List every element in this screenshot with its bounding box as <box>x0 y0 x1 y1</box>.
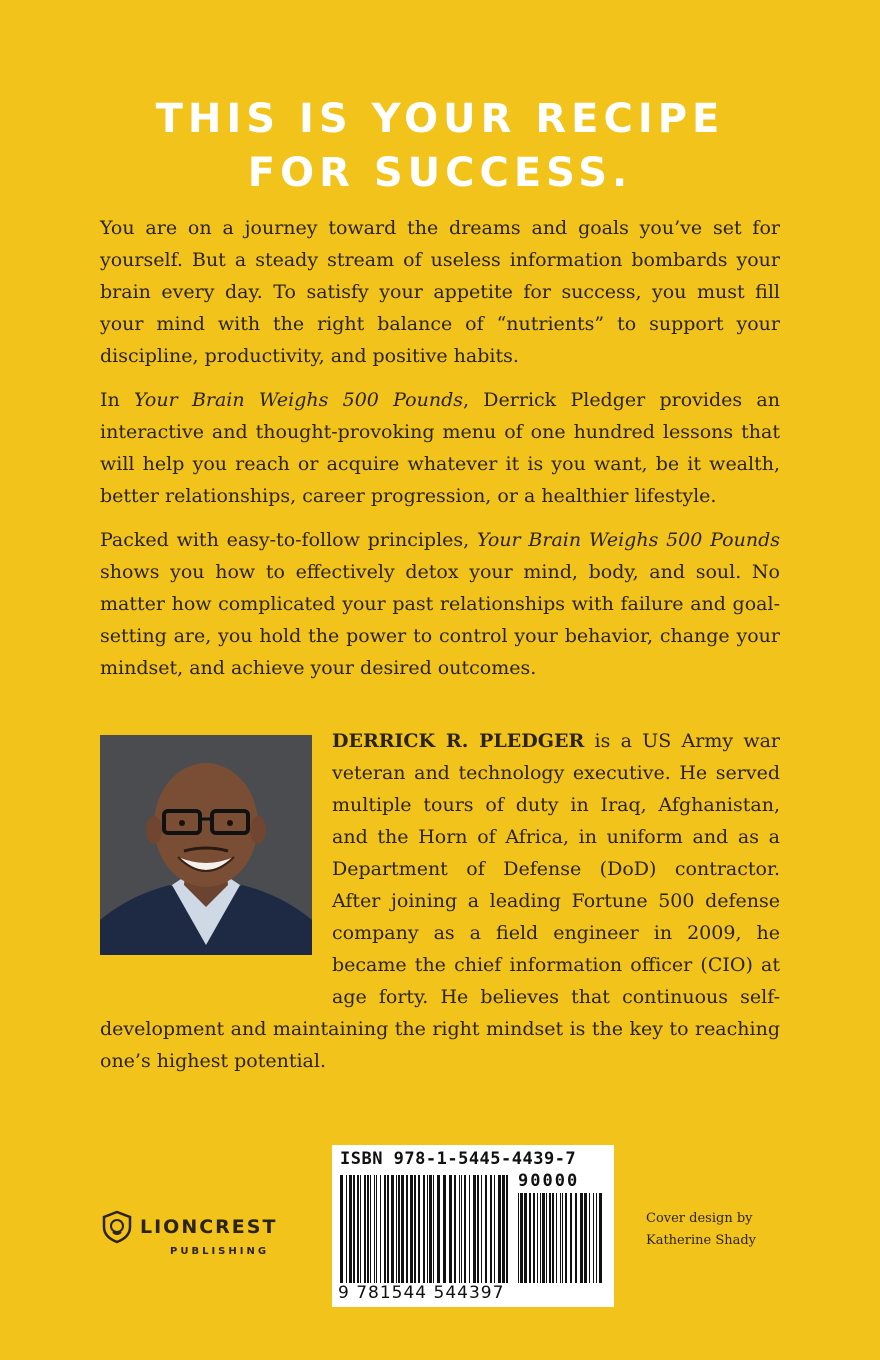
lion-shield-icon <box>100 1210 134 1244</box>
barcode-bar <box>396 1175 397 1283</box>
description-paragraph-3 <box>100 524 780 684</box>
barcode-bar <box>498 1175 501 1283</box>
barcode-bar <box>469 1175 470 1283</box>
barcode-bar <box>485 1175 487 1283</box>
barcode-bar <box>449 1175 452 1283</box>
barcode-bar <box>570 1193 572 1283</box>
barcode-bar <box>374 1175 375 1283</box>
p3-text-pre: Packed with easy-to-follow principles, <box>100 529 477 551</box>
barcode-bar <box>437 1175 440 1283</box>
barcode-bar <box>357 1175 359 1283</box>
barcode-bar <box>542 1193 545 1283</box>
barcode-bar <box>464 1175 466 1283</box>
barcode-bar <box>540 1193 541 1283</box>
p2-text-pre: In <box>100 389 135 411</box>
barcode-bar <box>552 1193 554 1283</box>
barcode-bar <box>562 1193 563 1283</box>
author-bio-text: is a US Army war veteran and technology executive. He served multiple tours of duty in Iraq, Afghanistan, and the Horn of Africa, in uniform and as a Department of Defense (DoD) contractor. After joining a leading Fortune 500 defense company as a field engineer in 2009, he became the chief information officer (CIO) at age forty. He believes that continuous self-development and maintaining the right mindset is the key to reaching one’s highest potential. <box>100 730 781 1072</box>
publisher-logo <box>100 1210 277 1257</box>
author-name: DERRICK R. PLEDGER <box>332 730 585 752</box>
barcode-bars-main <box>340 1175 512 1283</box>
barcode-bar <box>384 1175 386 1283</box>
p2-text-post: , Derrick Pledger provides an interactive and thought-provoking menu of one hundred lessons that will help you reach or acquire whatever it is you want, be it wealth, better relationships, career progression, or a healthier lifestyle. <box>100 389 780 507</box>
barcode-bar <box>580 1193 583 1283</box>
credit-line-1: Cover design by <box>646 1211 753 1226</box>
barcode-bar <box>346 1175 347 1283</box>
headline-line-2: FOR SUCCESS. <box>247 150 633 196</box>
isbn-barcode <box>332 1145 614 1307</box>
barcode-bar <box>589 1193 590 1283</box>
barcode-bar <box>429 1175 432 1283</box>
barcode-bar <box>546 1193 547 1283</box>
barcode-bar <box>443 1175 446 1283</box>
barcode-bar <box>537 1193 538 1283</box>
barcode-bar <box>454 1175 456 1283</box>
barcode-bar <box>502 1175 505 1283</box>
photo-wrap-spacer <box>100 725 332 985</box>
barcode-bar <box>556 1193 557 1283</box>
barcode-bar <box>473 1175 476 1283</box>
barcode-bar <box>367 1175 369 1283</box>
barcode-bar <box>423 1175 425 1283</box>
barcode-bar <box>599 1193 602 1283</box>
barcode-bar <box>349 1175 352 1283</box>
barcode-bar <box>477 1175 479 1283</box>
author-bio <box>100 725 780 1077</box>
barcode-bar <box>380 1175 381 1283</box>
barcode-bar <box>560 1193 561 1283</box>
barcode-bar <box>410 1175 413 1283</box>
barcode-bar <box>490 1175 492 1283</box>
barcode-bar <box>376 1175 377 1283</box>
publisher-name: LIONCREST <box>140 1216 278 1238</box>
barcode-bar <box>549 1193 551 1283</box>
barcode-bar <box>593 1193 594 1283</box>
barcode-bar <box>481 1175 482 1283</box>
barcode-bar <box>494 1175 495 1283</box>
barcode-bar <box>433 1175 434 1283</box>
barcode-bar <box>391 1175 394 1283</box>
description-paragraph-1: You are on a journey toward the dreams and goals you’ve set for yourself. But a steady stream of useless information bombards your brain every day. To satisfy your appetite for success, you must fill your mind with the right balance of “nutrients” to support your discipline, productivity, and positive habits. <box>100 217 780 367</box>
isbn-label: ISBN 978-1-5445-4439-7 <box>340 1149 577 1169</box>
headline-line-1: THIS IS YOUR RECIPE <box>155 96 725 142</box>
credit-line-2: Katherine Shady <box>646 1233 757 1248</box>
barcode-bar <box>529 1193 531 1283</box>
barcode-bar <box>459 1175 460 1283</box>
p3-text-post: shows you how to effectively detox your mind, body, and soul. No matter how complicated your past relationships with failure and goal-setting are, you hold the power to control your behavior, change your mindset, and achieve your desired outcomes. <box>100 561 780 679</box>
barcode-number: 9 781544 544397 <box>338 1283 505 1303</box>
barcode-bar <box>418 1175 420 1283</box>
barcode-bar <box>406 1175 408 1283</box>
p2-book-title: Your Brain Weighs 500 Pounds <box>134 389 463 411</box>
barcode-bar <box>518 1193 519 1283</box>
barcode-bar <box>370 1175 371 1283</box>
barcode-bar <box>506 1175 508 1283</box>
barcode-bar <box>427 1175 428 1283</box>
barcode-bar <box>461 1175 462 1283</box>
barcode-bar <box>353 1175 355 1283</box>
p3-book-title: Your Brain Weighs 500 Pounds <box>476 529 780 551</box>
barcode-bar <box>401 1175 404 1283</box>
barcode-bar <box>596 1193 597 1283</box>
barcode-bar <box>524 1193 527 1283</box>
barcode-bar <box>414 1175 416 1283</box>
barcode-bars-addon <box>518 1193 604 1283</box>
barcode-bar <box>398 1175 400 1283</box>
barcode-bar <box>364 1175 366 1283</box>
description-paragraph-2 <box>100 384 780 512</box>
barcode-bar <box>575 1193 577 1283</box>
price-code: 90000 <box>518 1171 580 1191</box>
headline <box>0 92 880 200</box>
barcode-bar <box>520 1193 523 1283</box>
barcode-bar <box>584 1193 587 1283</box>
barcode-bar <box>340 1175 343 1283</box>
cover-design-credit <box>646 1208 786 1252</box>
barcode-bar <box>533 1193 535 1283</box>
barcode-bar <box>565 1193 567 1283</box>
barcode-bar <box>387 1175 389 1283</box>
publisher-subtitle: PUBLISHING <box>170 1246 270 1257</box>
barcode-bar <box>360 1175 361 1283</box>
